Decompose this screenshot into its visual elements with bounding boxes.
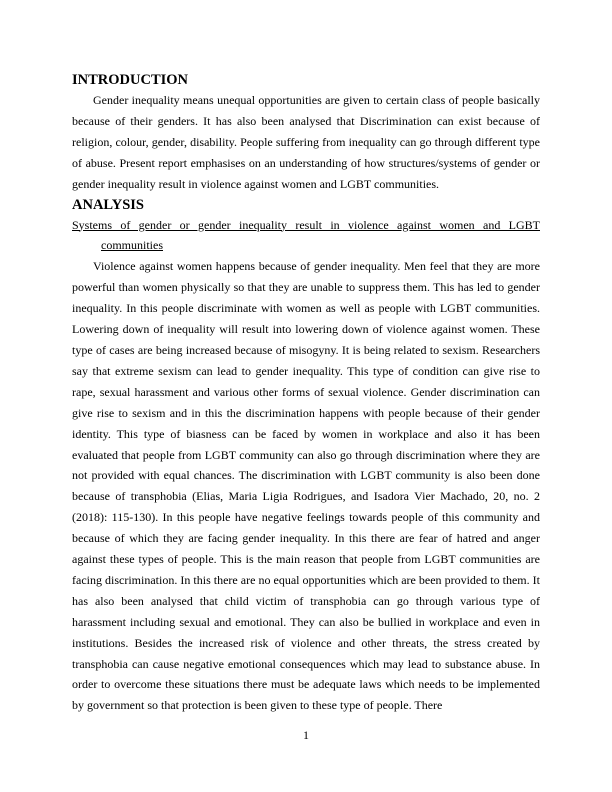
introduction-heading: INTRODUCTION bbox=[72, 72, 189, 88]
introduction-paragraph: Gender inequality means unequal opportunities are given to certain class of people basically because of their genders. It has also been analysed that Discrimination can exist because of religion, colour, gender, disability. People suffering from inequality can go through different type of abuse. Present report emphasises on an understanding of how structures/systems of gender or gender inequality result in violence against women and LGBT communities. bbox=[72, 93, 540, 191]
page-number: 1 bbox=[303, 728, 309, 742]
analysis-paragraph: Violence against women happens because of gender inequality. Men feel that they are more powerful than women physically so that they are unable to suppress them. This has led to gender inequality. In this people discriminate with women as well as people with LGBT communities. Lowering down of inequality will result into lowering down of violence against women. These type of cases are being increased because of misogyny. It is being related to sexism. Researchers say that extreme sexism can lead to gender inequality. This type of condition can give rise to rape, sexual harassment and various other forms of sexual violence. Gender discrimination can give rise to sexism and in this the discrimination happens with people because of their gender identity. This type of biasness can be faced by women in workplace and also it has been evaluated that people from LGBT community can also go through discrimination where they are not provided with equal chances. The discrimination with LGBT community is also been done because of transphobia (Elias, Maria Ligia Rodrigues, and Isadora Vier Machado, 20, no. 2 (2018): 115-130). In this people have negative feelings towards people of this community and because of which they are facing gender inequality. In this there are fear of hatred and anger against these types of people. This is the main reason that people from LGBT communities are facing discrimination. In this there are no equal opportunities which are been provided to them. It has also been analysed that child victim of transphobia can go through various type of harassment including sexual and emotional. They can also be bullied in workplace and even in institutions. Besides the increased risk of violence and other threats, the stress created by transphobia can cause negative emotional consequences which may lead to substance abuse. In order to overcome these situations there must be adequate laws which needs to be implemented by government so that protection is been given to these type of people. There bbox=[72, 259, 540, 713]
analysis-subheading: Systems of gender or gender inequality result in violence against women and LGBT communities bbox=[72, 217, 540, 253]
analysis-heading: ANALYSIS bbox=[72, 196, 144, 213]
page-content bbox=[72, 70, 540, 716]
